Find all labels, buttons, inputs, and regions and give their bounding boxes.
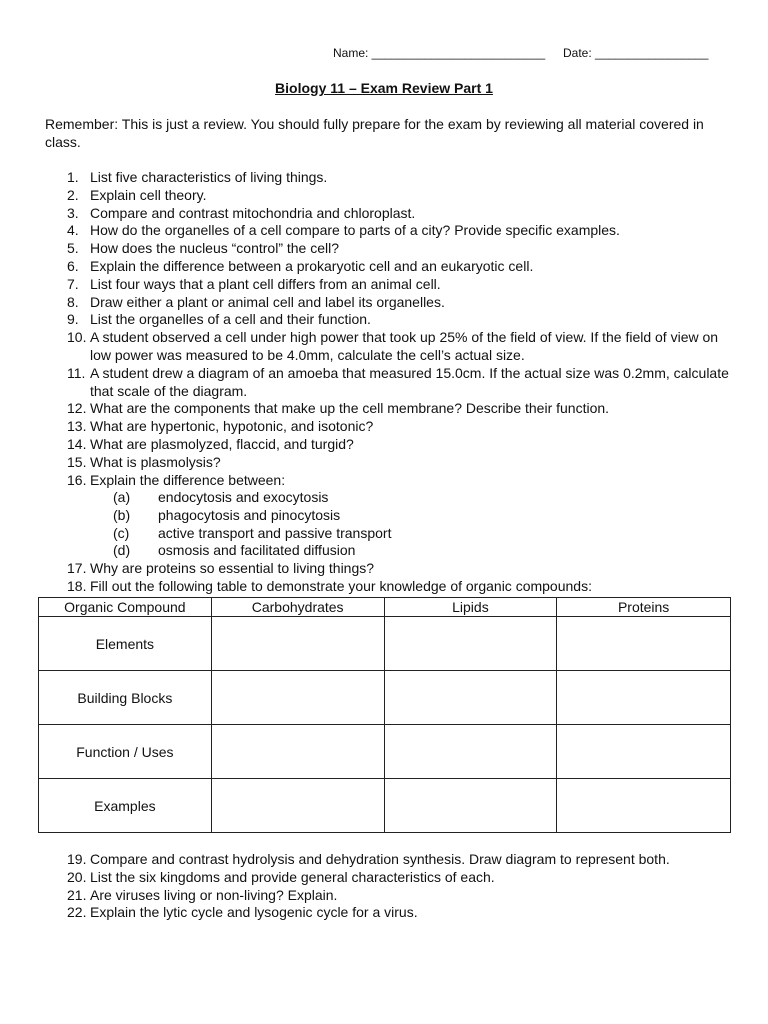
sub-item-text: active transport and passive transport (158, 524, 392, 541)
question-text: Explain the difference between: (90, 471, 286, 488)
question-number: 14. (67, 435, 87, 452)
question-text: List five characteristics of living things. (90, 169, 328, 185)
table-row (39, 779, 731, 833)
answer-cell[interactable] (557, 671, 731, 725)
question-text: A student observed a cell under high power that took up 25% of the field of view. If the field of view on low power was measured to be 4.0mm, calculate the cell’s actual size. (90, 329, 719, 363)
question-text: What are plasmolyzed, flaccid, and turgid? (90, 435, 354, 452)
sub-item-list (45, 489, 735, 560)
question-item (45, 560, 735, 578)
table-row-label: Elements (39, 617, 212, 671)
question-number: 9. (67, 311, 79, 328)
question-text: Explain the difference between a prokaryotic cell and an eukaryotic cell. (90, 257, 534, 274)
question-number: 22. (67, 904, 87, 921)
organic-compounds-table (38, 597, 731, 833)
question-item (45, 436, 735, 454)
answer-cell[interactable] (384, 725, 557, 779)
answer-cell[interactable] (384, 671, 557, 725)
question-item (45, 276, 735, 294)
table-row (39, 671, 731, 725)
table-row-label: Function / Uses (39, 725, 212, 779)
question-item (45, 258, 735, 276)
answer-cell[interactable] (557, 617, 731, 671)
answer-cell[interactable] (384, 779, 557, 833)
question-text: Fill out the following table to demonstrate your knowledge of organic compounds: (90, 577, 592, 594)
question-number: 20. (67, 868, 87, 885)
sub-item-letter: (c) (113, 524, 130, 541)
question-item (45, 294, 735, 312)
question-number: 15. (67, 453, 87, 470)
question-number: 19. (67, 851, 87, 867)
sub-item (45, 489, 735, 507)
answer-cell[interactable] (211, 671, 384, 725)
question-text: Compare and contrast mitochondria and chloroplast. (90, 204, 416, 221)
question-number: 2. (67, 186, 79, 203)
table-row-label: Examples (39, 779, 212, 833)
answer-cell[interactable] (211, 779, 384, 833)
sub-item-text: phagocytosis and pinocytosis (158, 506, 341, 523)
question-text: How do the organelles of a cell compare to parts of a city? Provide specific examples. (90, 222, 620, 239)
question-item (45, 472, 735, 490)
question-item (45, 169, 735, 187)
question-text: Compare and contrast hydrolysis and dehydration synthesis. Draw diagram to represent both. (90, 851, 670, 867)
question-text: List four ways that a plant cell differs from an animal cell. (90, 275, 441, 292)
question-text: Why are proteins so essential to living things? (90, 560, 375, 576)
question-list-part-a (45, 169, 735, 489)
question-item (45, 400, 735, 418)
question-text: What are the components that make up the cell membrane? Describe their function. (90, 400, 610, 417)
sub-item-letter: (a) (113, 489, 131, 505)
question-number: 5. (67, 240, 79, 257)
question-number: 7. (67, 275, 79, 292)
table-header-cell: Carbohydrates (211, 598, 384, 617)
question-item (45, 187, 735, 205)
question-number: 18. (67, 577, 87, 594)
question-item (45, 887, 735, 905)
question-text: Explain the lytic cycle and lysogenic cycle for a virus. (90, 904, 418, 921)
name-field: Name: __________________________ (333, 46, 546, 60)
question-item (45, 454, 735, 472)
question-item (45, 240, 735, 258)
question-number: 12. (67, 400, 87, 417)
question-number: 1. (67, 169, 79, 185)
table-row (39, 725, 731, 779)
question-text: Are viruses living or non-living? Explain. (90, 886, 338, 903)
question-item (45, 222, 735, 240)
answer-cell[interactable] (384, 617, 557, 671)
question-item (45, 578, 735, 596)
answer-cell[interactable] (557, 725, 731, 779)
answer-cell[interactable] (557, 779, 731, 833)
question-number: 11. (67, 364, 86, 381)
question-number: 10. (67, 329, 87, 346)
intro-text: Remember: This is just a review. You should fully prepare for the exam by reviewing all material covered in class. (45, 116, 704, 150)
question-item (45, 869, 735, 887)
table-header-cell: Lipids (384, 598, 557, 617)
sub-item (45, 542, 735, 560)
question-list-part-b (45, 560, 735, 596)
question-text: What is plasmolysis? (90, 453, 221, 470)
date-field: Date: _________________ (563, 46, 709, 60)
question-number: 16. (67, 471, 87, 488)
question-list-part-c (45, 851, 735, 922)
question-item (45, 205, 735, 223)
question-number: 3. (67, 204, 79, 221)
question-item (45, 329, 735, 365)
question-item (45, 418, 735, 436)
question-text: What are hypertonic, hypotonic, and isotonic? (90, 418, 374, 435)
sub-item-letter: (b) (113, 506, 131, 523)
question-text: How does the nucleus “control” the cell? (90, 240, 340, 257)
question-number: 21. (67, 886, 87, 903)
sub-item-letter: (d) (113, 542, 131, 559)
question-text: A student drew a diagram of an amoeba that measured 15.0cm. If the actual size was 0.2mm, calculate that scale of the diagram. (90, 364, 729, 399)
sub-item (45, 507, 735, 525)
sub-item-text: osmosis and facilitated diffusion (158, 542, 356, 559)
table-row (39, 617, 731, 671)
question-text: List the six kingdoms and provide general characteristics of each. (90, 868, 495, 885)
answer-cell[interactable] (211, 617, 384, 671)
question-item (45, 311, 735, 329)
question-item (45, 365, 735, 401)
question-number: 8. (67, 293, 79, 310)
answer-cell[interactable] (211, 725, 384, 779)
table-header-row (39, 598, 731, 617)
sub-item (45, 525, 735, 543)
table-header-cell: Organic Compound (39, 598, 212, 617)
page-title: Biology 11 – Exam Review Part 1 (275, 80, 493, 96)
sub-item-text: endocytosis and exocytosis (158, 489, 329, 505)
table-header-cell: Proteins (557, 598, 731, 617)
question-number: 6. (67, 257, 79, 274)
question-number: 13. (67, 418, 87, 435)
question-text: Draw either a plant or animal cell and label its organelles. (90, 293, 445, 310)
question-number: 17. (67, 560, 87, 576)
question-text: Explain cell theory. (90, 186, 207, 203)
question-text: List the organelles of a cell and their function. (90, 311, 371, 328)
table-row-label: Building Blocks (39, 671, 212, 725)
question-number: 4. (67, 222, 79, 239)
question-item (45, 851, 735, 869)
question-item (45, 904, 735, 922)
